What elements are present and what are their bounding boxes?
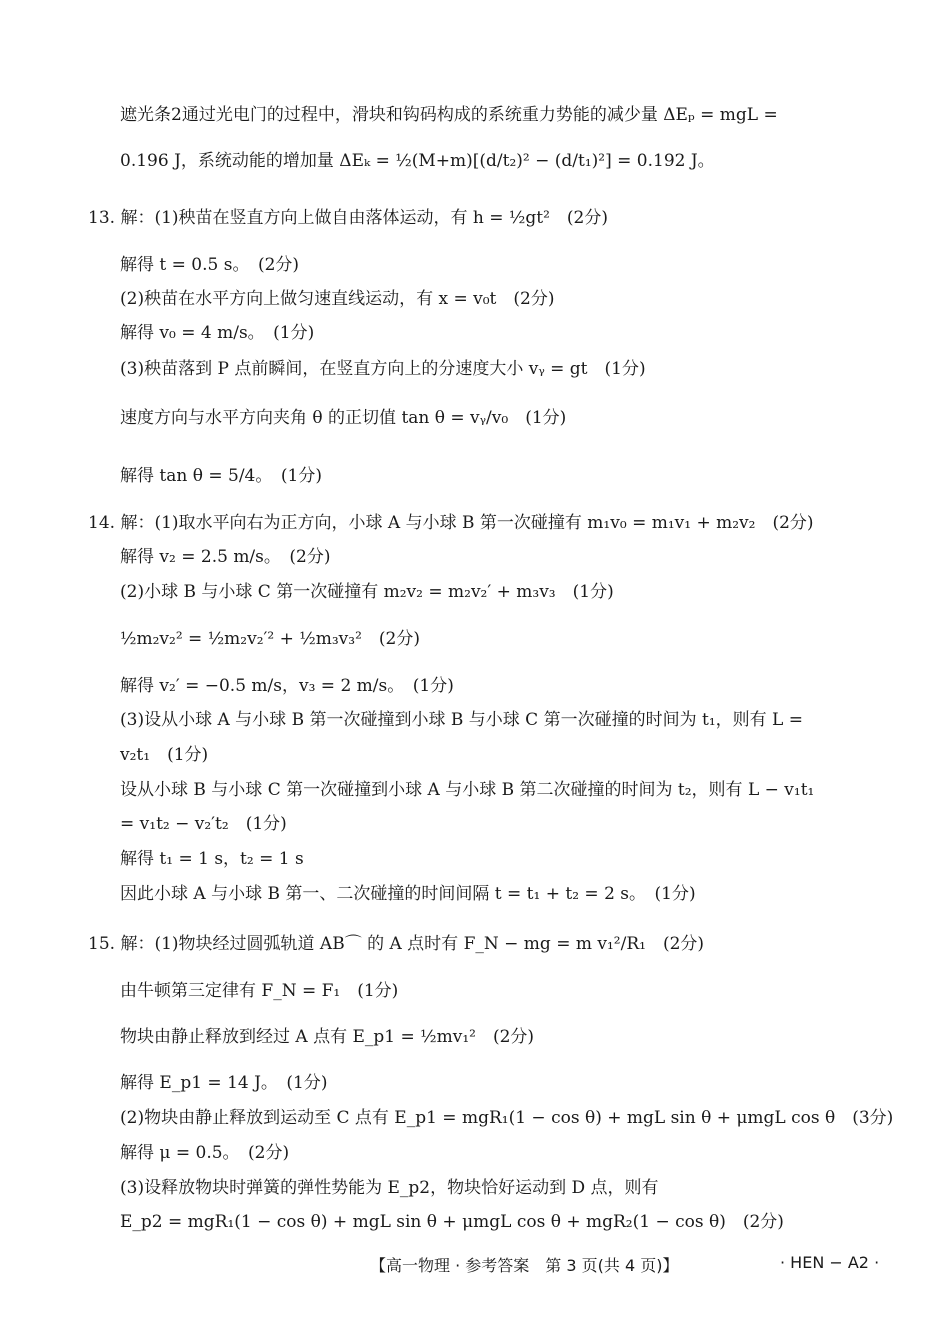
question-15-heading: 15. 解：(1)物块经过圆弧轨道 AB⌒ 的 A 点时有 F_N − mg = m v₁²/R₁ (2分): [88, 934, 705, 954]
page-footer: 【高一物理 · 参考答案 第 3 页(共 4 页)】: [370, 1256, 679, 1275]
text-line: 由牛顿第三定律有 F_N = F₁ (1分): [120, 981, 399, 1001]
text-line: 物块由静止释放到经过 A 点有 E_p1 = ½mv₁² (2分): [120, 1027, 535, 1047]
text-line: ½m₂v₂² = ½m₂v₂′² + ½m₃v₃² (2分): [120, 629, 420, 649]
text-line: 解得 tan θ = 5/4。 (1分): [120, 466, 322, 486]
question-14-heading: 14. 解：(1)取水平向右为正方向，小球 A 与小球 B 第一次碰撞有 m₁v₀ = m₁v₁ + m₂v₂ (2分): [88, 513, 814, 533]
text-line: 遮光条2通过光电门的过程中，滑块和钩码构成的系统重力势能的减少量 ΔEₚ = mgL =: [120, 105, 778, 125]
text-line: (3)设从小球 A 与小球 B 第一次碰撞到小球 B 与小球 C 第一次碰撞的时间为 t₁，则有 L =: [120, 710, 803, 730]
text-line: 设从小球 B 与小球 C 第一次碰撞到小球 A 与小球 B 第二次碰撞的时间为 t₂，则有 L − v₁t₁: [120, 780, 815, 800]
text-line: 0.196 J，系统动能的增加量 ΔEₖ = ½(M+m)[(d/t₂)² − (d/t₁)²] = 0.192 J。: [120, 151, 715, 171]
text-line: 解得 μ = 0.5。 (2分): [120, 1143, 290, 1163]
text-line: 速度方向与水平方向夹角 θ 的正切值 tan θ = vᵧ/v₀ (1分): [120, 408, 567, 428]
text-line: (2)物块由静止释放到运动至 C 点有 E_p1 = mgR₁(1 − cos θ) + mgL sin θ + μmgL cos θ (3分): [120, 1108, 894, 1128]
text-line: (3)秧苗落到 P 点前瞬间，在竖直方向上的分速度大小 vᵧ = gt (1分): [120, 359, 646, 379]
text-line: 解得 v₀ = 4 m/s。 (1分): [120, 323, 315, 343]
footer-code: · HEN − A2 ·: [780, 1253, 880, 1272]
question-13-heading: 13. 解：(1)秧苗在竖直方向上做自由落体运动，有 h = ½gt² (2分): [88, 208, 609, 228]
text-line: 因此小球 A 与小球 B 第一、二次碰撞的时间间隔 t = t₁ + t₂ = 2 s。 (1分): [120, 884, 696, 904]
text-line: 解得 E_p1 = 14 J。 (1分): [120, 1073, 328, 1093]
text-line: (2)秧苗在水平方向上做匀速直线运动，有 x = v₀t (2分): [120, 289, 555, 309]
text-line: 解得 t₁ = 1 s，t₂ = 1 s: [120, 849, 304, 869]
text-line: E_p2 = mgR₁(1 − cos θ) + mgL sin θ + μmgL cos θ + mgR₂(1 − cos θ) (2分): [120, 1212, 784, 1232]
text-line: 解得 v₂′ = −0.5 m/s，v₃ = 2 m/s。 (1分): [120, 676, 454, 696]
text-line: = v₁t₂ − v₂′t₂ (1分): [120, 814, 287, 834]
text-line: 解得 v₂ = 2.5 m/s。 (2分): [120, 547, 331, 567]
text-line: (3)设释放物块时弹簧的弹性势能为 E_p2，物块恰好运动到 D 点，则有: [120, 1178, 659, 1198]
text-line: (2)小球 B 与小球 C 第一次碰撞有 m₂v₂ = m₂v₂′ + m₃v₃ (1分): [120, 582, 614, 602]
text-line: 解得 t = 0.5 s。 (2分): [120, 255, 300, 275]
text-line: v₂t₁ (1分): [120, 745, 209, 765]
